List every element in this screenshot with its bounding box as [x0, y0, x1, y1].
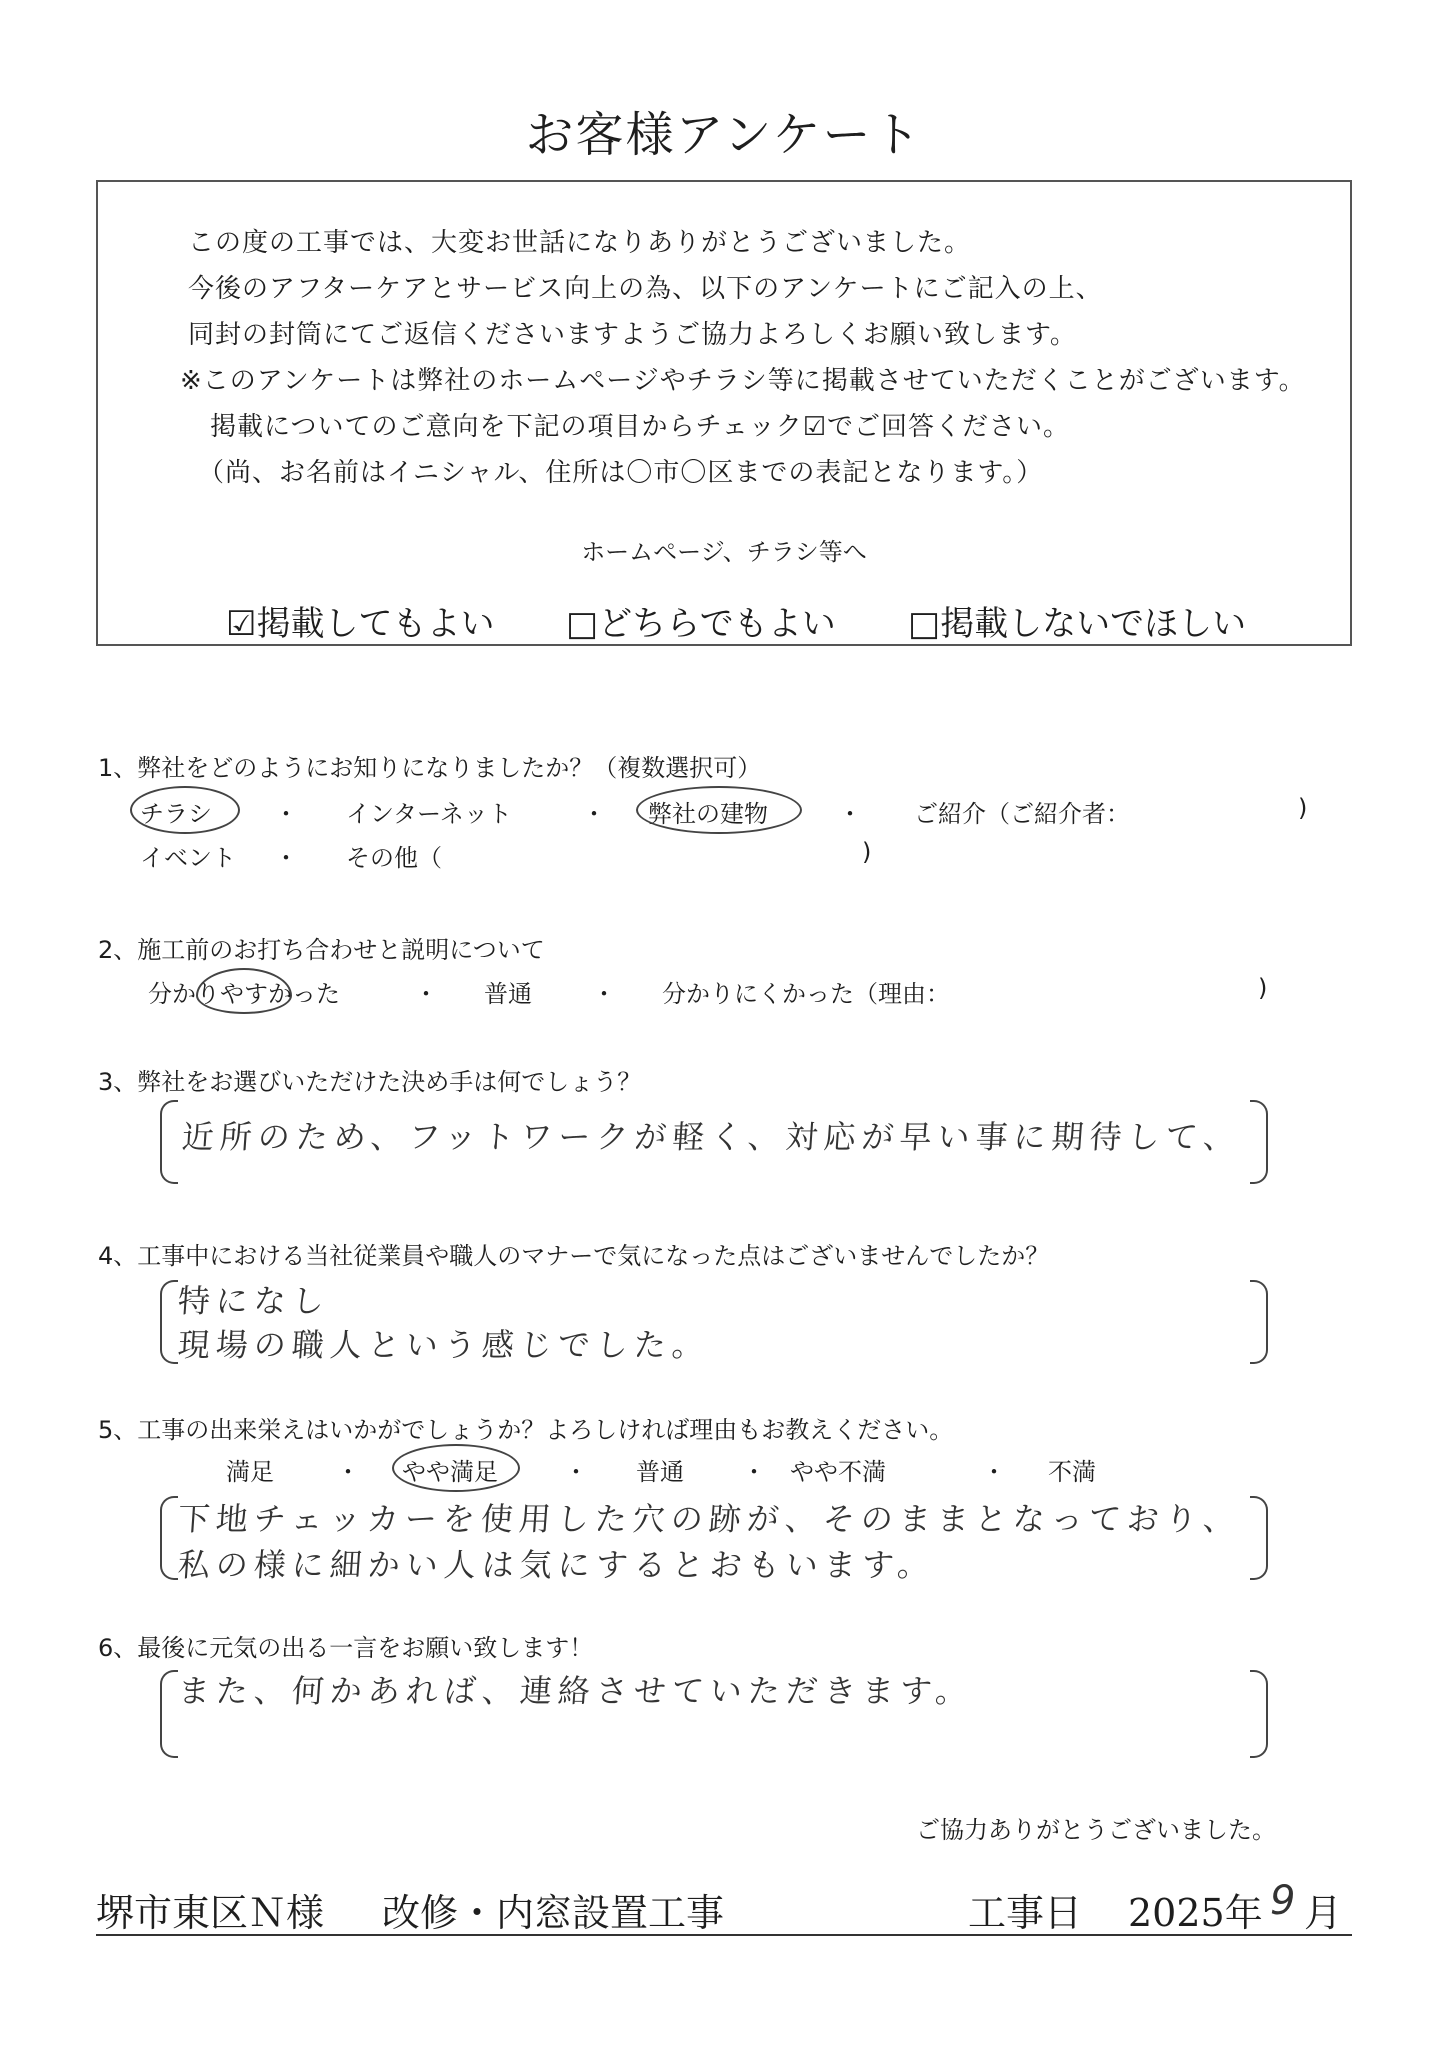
question-4: 4、工事中における当社従業員や職人のマナーで気になった点はございませんでしたか？ — [98, 1242, 1050, 1270]
separator-dot: ・ — [838, 800, 862, 828]
footer-underline — [96, 1934, 1352, 1936]
answer-q4-line2: 現場の職人という感じでした。 — [176, 1326, 712, 1364]
option-deny-checkbox[interactable]: □掲載しないでほしい — [908, 604, 1247, 644]
notice-line: （尚、お名前はイニシャル、住所は〇市〇区までの表記となります。） — [198, 458, 1044, 488]
notice-line: 同封の封筒にてご返信くださいますようご協力よろしくお願い致します。 — [188, 320, 1077, 350]
notice-line: この度の工事では、大変お世話になりありがとうございました。 — [188, 228, 972, 258]
choice-satisfied[interactable]: 満足 — [226, 1458, 274, 1486]
paren-close: ) — [862, 838, 872, 866]
question-5: 5、工事の出来栄えはいかがでしょうか？よろしければ理由もお教えください。 — [98, 1416, 954, 1444]
option-allow-checkbox[interactable]: ☑掲載してもよい — [226, 604, 495, 644]
answer-bracket-left — [160, 1670, 178, 1758]
separator-dot: ・ — [336, 1458, 360, 1486]
answer-q4-line1: 特になし — [176, 1282, 332, 1320]
option-either-checkbox[interactable]: □どちらでもよい — [566, 604, 836, 644]
choice-somewhat-dissatisfied[interactable]: やや不満 — [790, 1458, 886, 1486]
answer-q6: また、何かあれば、連絡させていただきます。 — [176, 1672, 975, 1710]
choice-building[interactable]: 弊社の建物 — [648, 800, 768, 828]
paren-close: ) — [1258, 974, 1268, 1002]
choice-somewhat-satisfied[interactable]: やや満足 — [402, 1458, 498, 1486]
choice-normal[interactable]: 普通 — [484, 980, 532, 1008]
choice-difficult[interactable]: 分かりにくかった（理由： — [662, 980, 950, 1008]
choice-other[interactable]: その他（ — [346, 844, 442, 872]
separator-dot: ・ — [414, 980, 438, 1008]
answer-q5-line1: 下地チェッカーを使用した穴の跡が、そのままとなっており、 — [176, 1500, 1243, 1538]
separator-dot: ・ — [564, 1458, 588, 1486]
work-month: 9 — [1270, 1878, 1296, 1924]
choice-easy[interactable]: 分かりやすかった — [148, 980, 340, 1008]
page-title: お客様アンケート — [525, 107, 923, 163]
answer-bracket-right — [1250, 1100, 1268, 1184]
choice-event[interactable]: イベント — [140, 844, 236, 872]
answer-q3: 近所のため、フットワークが軽く、対応が早い事に期待して、 — [180, 1118, 1243, 1156]
question-2: 2、施工前のお打ち合わせと説明について — [98, 936, 545, 964]
paren-close: ) — [1298, 794, 1308, 822]
answer-bracket-right — [1250, 1280, 1268, 1364]
separator-dot: ・ — [742, 1458, 766, 1486]
notice-line: 掲載についてのご意向を下記の項目からチェック☑でご回答ください。 — [210, 412, 1071, 442]
separator-dot: ・ — [274, 800, 298, 828]
choice-referral[interactable]: ご紹介（ご紹介者： — [914, 800, 1130, 828]
answer-bracket-left — [160, 1280, 178, 1364]
question-1: 1、弊社をどのようにお知りになりましたか？（複数選択可） — [98, 754, 762, 782]
answer-bracket-right — [1250, 1670, 1268, 1758]
notice-line: 今後のアフターケアとサービス向上の為、以下のアンケートにご記入の上、 — [188, 274, 1103, 304]
choice-normal[interactable]: 普通 — [636, 1458, 684, 1486]
work-year: 2025年 — [1128, 1891, 1263, 1935]
choice-flyer[interactable]: チラシ — [140, 800, 212, 828]
work-month-unit: 月 — [1304, 1891, 1343, 1935]
thanks-text: ご協力ありがとうございました。 — [916, 1816, 1276, 1844]
publication-prompt: ホームページ、チラシ等へ — [581, 538, 867, 566]
separator-dot: ・ — [582, 800, 606, 828]
answer-bracket-left — [160, 1100, 178, 1184]
question-6: 6、最後に元気の出る一言をお願い致します！ — [98, 1634, 594, 1662]
answer-q5-line2: 私の様に細かい人は気にするとおもいます。 — [176, 1546, 937, 1584]
notice-line: ※このアンケートは弊社のホームページやチラシ等に掲載させていただくことがございます。 — [180, 366, 1306, 396]
choice-internet[interactable]: インターネット — [346, 800, 512, 828]
work-date-label: 工事日 — [968, 1891, 1083, 1935]
answer-bracket-right — [1250, 1496, 1268, 1580]
separator-dot: ・ — [274, 844, 298, 872]
answer-bracket-left — [160, 1496, 178, 1580]
customer-name: 堺市東区Ｎ様 — [96, 1891, 325, 1935]
separator-dot: ・ — [982, 1458, 1006, 1486]
separator-dot: ・ — [592, 980, 616, 1008]
work-title: 改修・内窓設置工事 — [382, 1891, 725, 1935]
choice-dissatisfied[interactable]: 不満 — [1048, 1458, 1096, 1486]
question-3: 3、弊社をお選びいただけた決め手は何でしょう？ — [98, 1068, 642, 1096]
